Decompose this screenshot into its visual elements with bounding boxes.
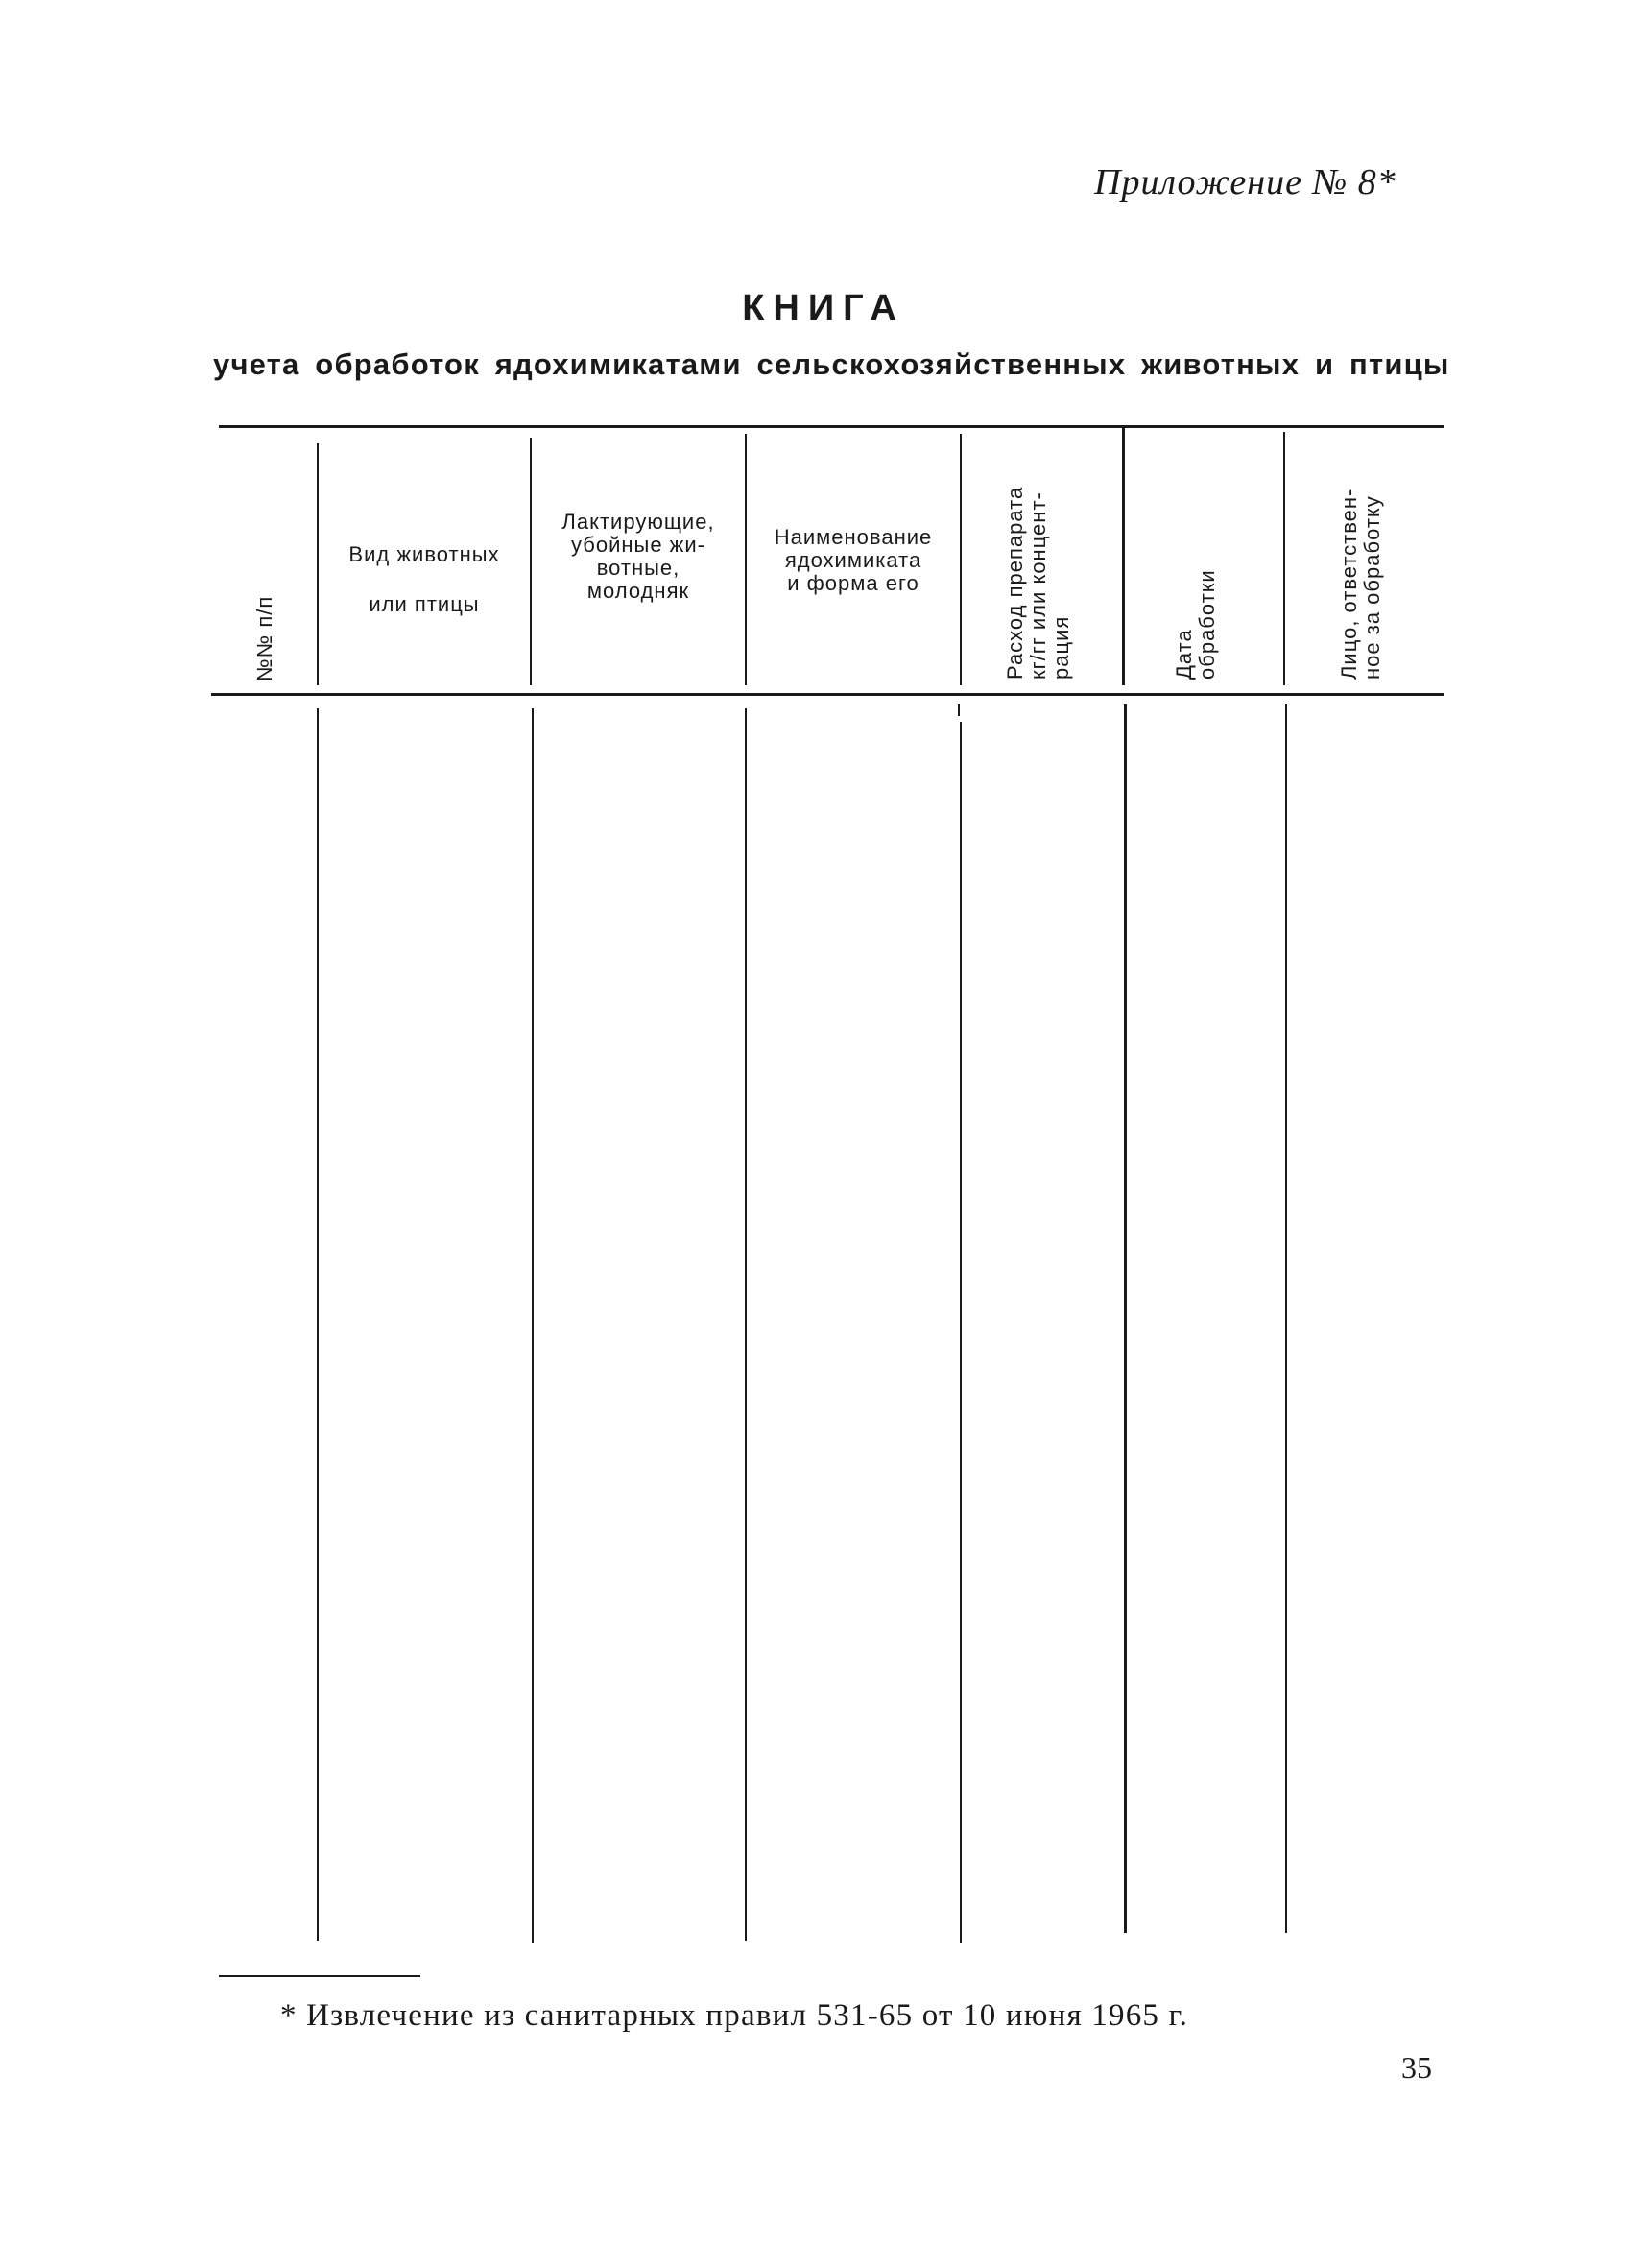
column-header-animal-line: Вид животных <box>348 542 500 566</box>
body-divider <box>317 708 319 1941</box>
body-divider <box>745 708 747 1941</box>
body-divider <box>532 708 534 1943</box>
column-header-chemical <box>747 526 960 595</box>
column-header-consumption <box>1004 487 1073 680</box>
column-header-animal-line: или птицы <box>369 592 480 616</box>
column-header-num <box>253 596 276 681</box>
header-divider <box>960 434 962 685</box>
page-number: 35 <box>1401 2050 1432 2085</box>
column-header-category-line: молодняк <box>586 579 690 603</box>
body-divider <box>1285 704 1287 1933</box>
document-subtitle: учета обработок ядохимикатами сельскохозяйственных животных и птицы <box>213 347 1450 381</box>
column-header-chemical-line: и форма его <box>787 571 919 595</box>
column-header-chemical-line: Наименование <box>774 525 933 549</box>
table-top-rule <box>219 425 1444 428</box>
column-header-responsible <box>1338 489 1384 680</box>
document-title: КНИГА <box>742 288 905 328</box>
body-divider <box>960 722 962 1943</box>
column-header-consumption-line: рация <box>1049 615 1073 680</box>
column-header-date <box>1173 569 1219 680</box>
column-header-category-line: убойные жи- <box>570 533 705 557</box>
column-header-category-line: Лактирующие, <box>561 510 715 534</box>
footnote-rule <box>219 1975 420 1977</box>
body-mark <box>958 704 960 716</box>
header-divider <box>1283 432 1285 685</box>
column-header-date-line: обработки <box>1195 569 1219 680</box>
column-header-consumption-line: Расход препарата <box>1003 486 1027 680</box>
column-header-consumption-line: кг/гг или концент- <box>1026 491 1050 680</box>
column-header-chemical-line: ядохимиката <box>784 548 922 572</box>
body-divider <box>1124 704 1127 1933</box>
column-header-num-label: №№ п/п <box>252 595 276 681</box>
footnote: * Извлечение из санитарных правил 531-65 от 10 июня 1965 г. <box>280 1998 1189 2033</box>
table-header-rule <box>211 693 1444 696</box>
appendix-label: Приложение № 8* <box>1094 162 1396 203</box>
column-header-category <box>532 511 745 603</box>
column-header-category-line: вотные, <box>596 556 680 580</box>
column-header-responsible-line: Лицо, ответствен- <box>1337 488 1361 680</box>
column-header-responsible-line: ное за обработку <box>1360 495 1384 680</box>
column-header-animal <box>319 530 530 630</box>
header-divider <box>1122 428 1125 685</box>
column-header-date-line: Дата <box>1172 629 1196 680</box>
